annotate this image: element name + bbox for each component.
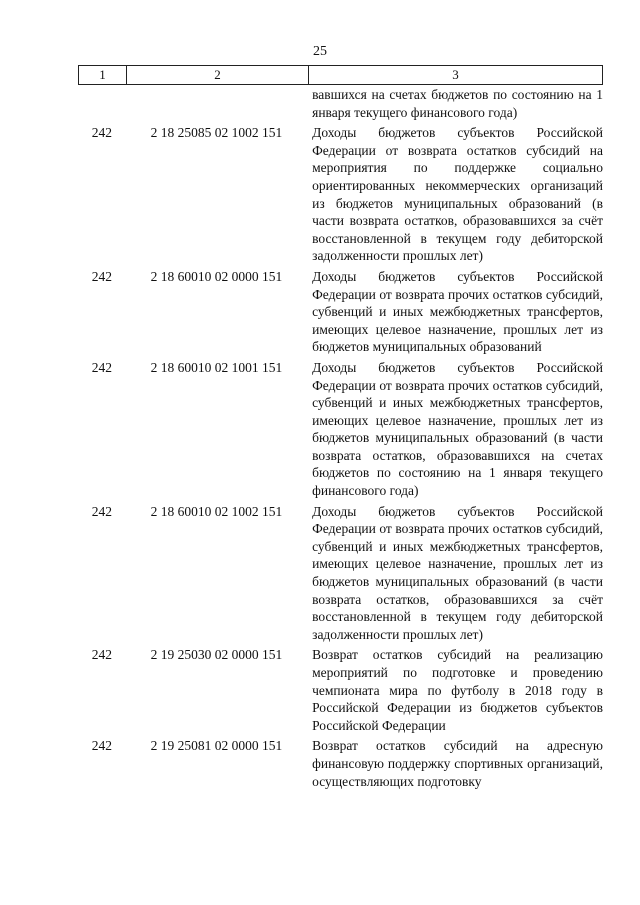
header-col-3: 3	[452, 67, 459, 82]
table-row	[78, 124, 603, 265]
revenue-description: Возврат остатков субсидий на адресную финансовую поддержку спортивных организаций, осуществляющих подготовку	[312, 738, 603, 789]
table-body	[78, 86, 603, 790]
admin-code: 242	[91, 268, 113, 284]
revenue-code: 2 18 60010 02 1001 151	[150, 359, 283, 375]
revenue-code	[126, 86, 307, 121]
table-row	[78, 646, 603, 734]
header-col-1: 1	[79, 66, 127, 84]
page-number: 25	[313, 44, 327, 59]
revenue-description: Доходы бюджетов субъектов Российской Федерации от возврата остатков субсидий на мероприятия по поддержке социально ориентированных некоммерческих организаций из бюджетов муниципальных образований (в части возврата остатков, образовавшихся за счёт восстановленной в текущем году дебиторской задолженности прошлых лет)	[312, 125, 603, 264]
table-row	[78, 86, 603, 121]
table-row	[78, 268, 603, 356]
table-row	[78, 359, 603, 500]
admin-code: 242	[91, 125, 113, 141]
revenue-code: 2 19 25030 02 0000 151	[150, 647, 283, 663]
revenue-code: 2 19 25081 02 0000 151	[150, 738, 283, 754]
admin-code: 242	[91, 647, 113, 663]
table-row	[78, 503, 603, 644]
admin-code: 242	[91, 738, 113, 754]
table-row	[78, 737, 603, 790]
revenue-description: вавшихся на счетах бюджетов по состоянию на 1 января текущего финансового года)	[312, 87, 603, 120]
admin-code: 242	[91, 503, 113, 519]
revenue-code: 2 18 25085 02 1002 151	[150, 125, 283, 141]
revenue-description: Доходы бюджетов субъектов Российской Федерации от возврата прочих остатков субсидий, субвенций и иных межбюджетных трансфертов, имеющих целевое назначение, прошлых лет из бюджетов муниципальных образований (в части возврата остатков, образовавшихся за счёт восстановленной в текущем году дебиторской задолженности прошлых лет)	[312, 503, 603, 642]
table-header	[78, 65, 603, 85]
admin-code: 242	[91, 359, 113, 375]
revenue-code: 2 18 60010 02 1002 151	[150, 503, 283, 519]
admin-code	[78, 86, 126, 121]
header-col-2: 2	[127, 66, 309, 84]
revenue-description: Доходы бюджетов субъектов Российской Федерации от возврата прочих остатков субсидий, субвенций и иных межбюджетных трансфертов, имеющих целевое назначение, прошлых лет из бюджетов муниципальных образований	[312, 268, 603, 355]
revenue-description: Возврат остатков субсидий на реализацию мероприятий по подготовке и проведению чемпионата мира по футболу в 2018 году в Российской Федерации из бюджетов субъектов Российской Федерации	[312, 647, 603, 733]
revenue-code: 2 18 60010 02 0000 151	[150, 268, 283, 284]
revenue-description: Доходы бюджетов субъектов Российской Федерации от возврата прочих остатков субсидий, субвенций и иных межбюджетных трансфертов, имеющих целевое назначение, прошлых лет из бюджетов муниципальных образований (в части возврата остатков, образовавшихся на счетах бюджетов по состоянию на 1 января текущего финансового года)	[312, 359, 603, 499]
